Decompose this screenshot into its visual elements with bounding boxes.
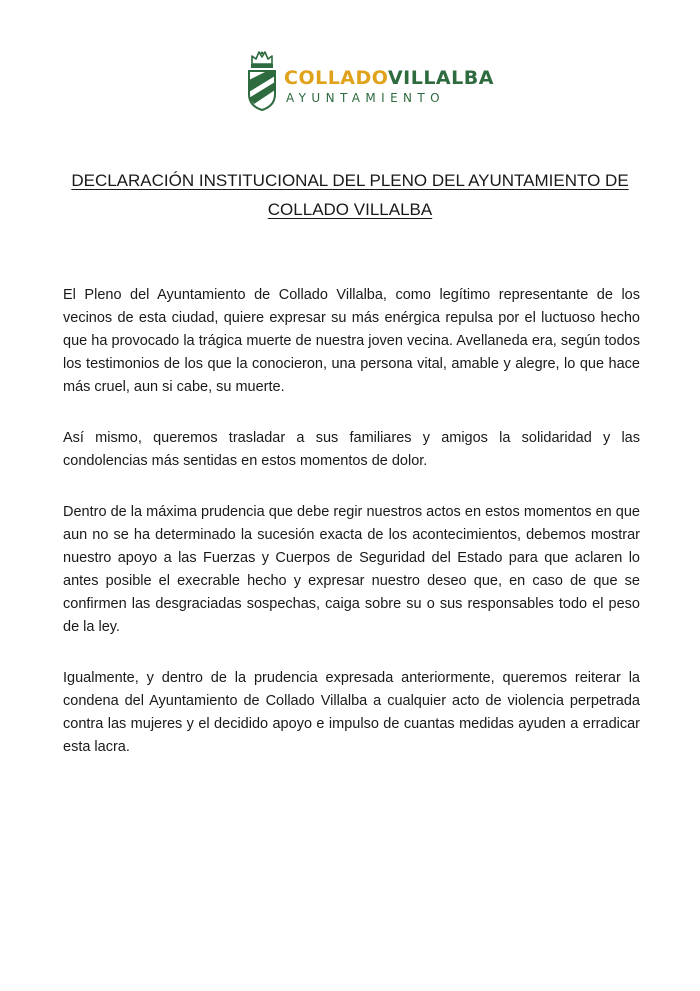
paragraph-1: El Pleno del Ayuntamiento de Collado Villalba, como legítimo representante de los vecinos de esta ciudad, quiere expresar su más enérgica repulsa por el luctuoso hecho que ha provocado la trágica muerte de nuestra joven vecina. Avellaneda era, según todos los testimonios de los que la conocieron, una persona vital, amable y alegre, lo que hace más cruel, aun si cabe, su muerte. [63,287,640,395]
logo-wordmark-villalba: VILLALBA [387,67,494,89]
document-title-line-2: COLLADO VILLALBA [267,200,433,219]
paragraph-2: Así mismo, queremos trasladar a sus familiares y amigos la solidaridad y las condolencias más sentidas en estos momentos de dolor. [63,430,640,469]
municipal-logo [246,50,494,116]
coat-of-arms-icon [246,50,278,112]
document-body [63,284,640,787]
paragraph-3: Dentro de la máxima prudencia que debe regir nuestros actos en estos momentos en que aun no se ha determinado la sucesión exacta de los acontecimientos, debemos mostrar nuestro apoyo a las Fuerzas y Cuerpos de Seguridad del Estado para que aclaren lo antes posible el execrable hecho y expresar nuestro deseo que, en caso de que se confirmen las desgraciadas sospechas, caiga sobre su o sus responsables todo el peso de la ley. [63,504,640,635]
logo-subtitle: AYUNTAMIENTO [286,91,446,105]
paragraph-4: Igualmente, y dentro de la prudencia expresada anteriormente, queremos reiterar la condena del Ayuntamiento de Collado Villalba a cualquier acto de violencia perpetrada contra las mujeres y el decidido apoyo e impulso de cuantas medidas ayuden a erradicar esta lacra. [63,670,640,755]
document-title-line-1: DECLARACIÓN INSTITUCIONAL DEL PLENO DEL AYUNTAMIENTO DE [71,171,629,190]
document-title [60,166,640,224]
logo-wordmark [284,67,494,89]
logo-wordmark-collado: COLLADO [284,67,388,89]
